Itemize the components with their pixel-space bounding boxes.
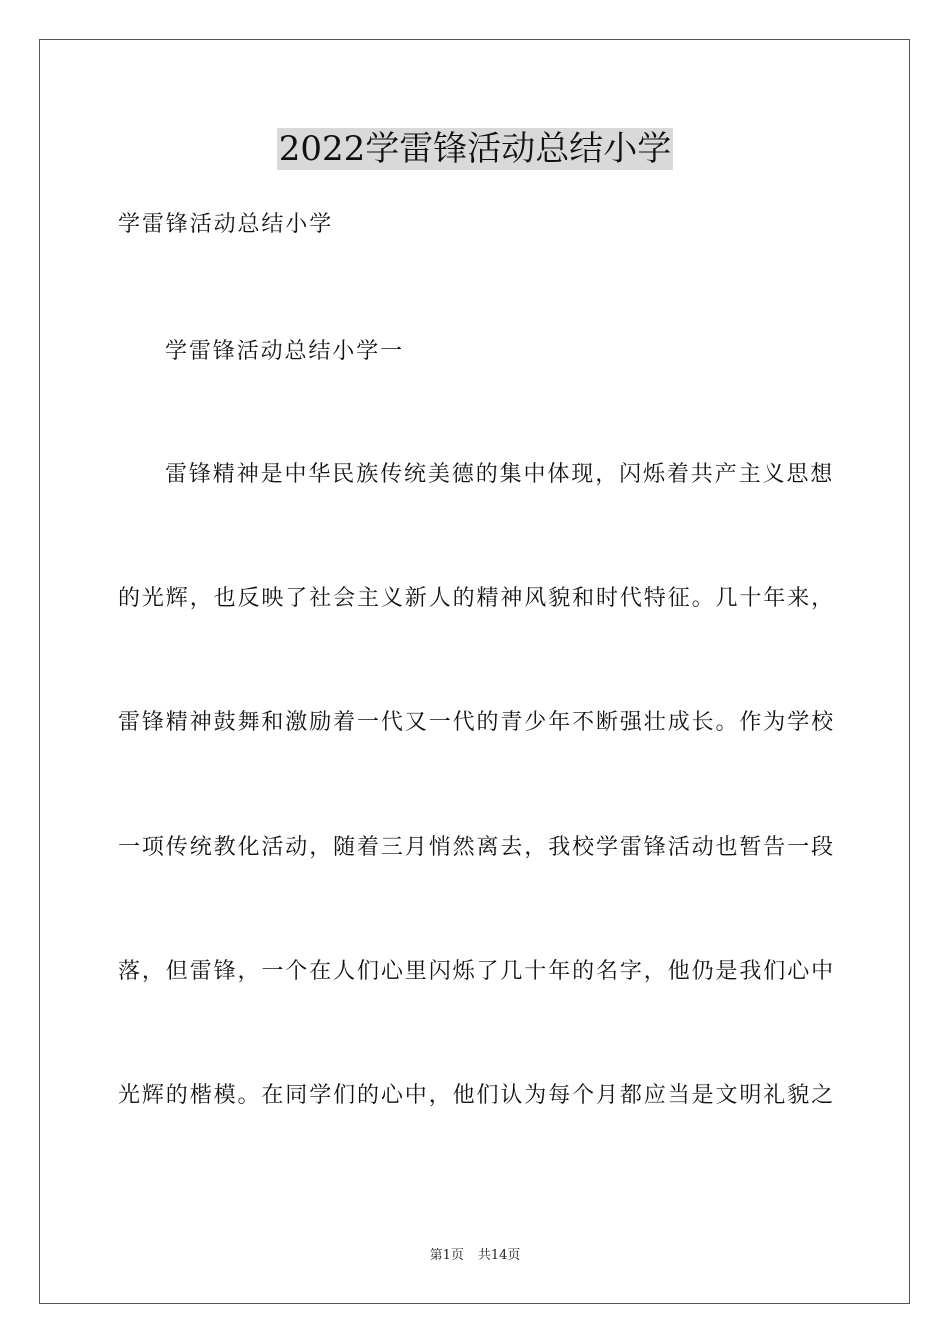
- body-line: 雷锋精神是中华民族传统美德的集中体现，闪烁着共产主义思想: [165, 462, 835, 487]
- title-container: [0, 128, 950, 170]
- body-line: 落，但雷锋，一个在人们心里闪烁了几十年的名字，他仍是我们心中: [118, 959, 836, 984]
- body-line: 雷锋精神鼓舞和激励着一代又一代的青少年不断强壮成长。作为学校: [118, 710, 836, 735]
- page-footer: [0, 1248, 950, 1264]
- section-heading: 学雷锋活动总结小学一: [165, 339, 405, 364]
- body-line: 光辉的楷模。在同学们的心中，他们认为每个月都应当是文明礼貌之: [118, 1083, 836, 1108]
- page-total: 共14页: [477, 1248, 521, 1263]
- document-title: 2022学雷锋活动总结小学: [278, 129, 672, 169]
- page-number: 第1页: [429, 1248, 464, 1263]
- document-subtitle: 学雷锋活动总结小学: [118, 212, 334, 237]
- body-line: 一项传统教化活动，随着三月悄然离去，我校学雷锋活动也暂告一段: [118, 835, 836, 860]
- body-line: 的光辉，也反映了社会主义新人的精神风貌和时代特征。几十年来，: [118, 586, 836, 611]
